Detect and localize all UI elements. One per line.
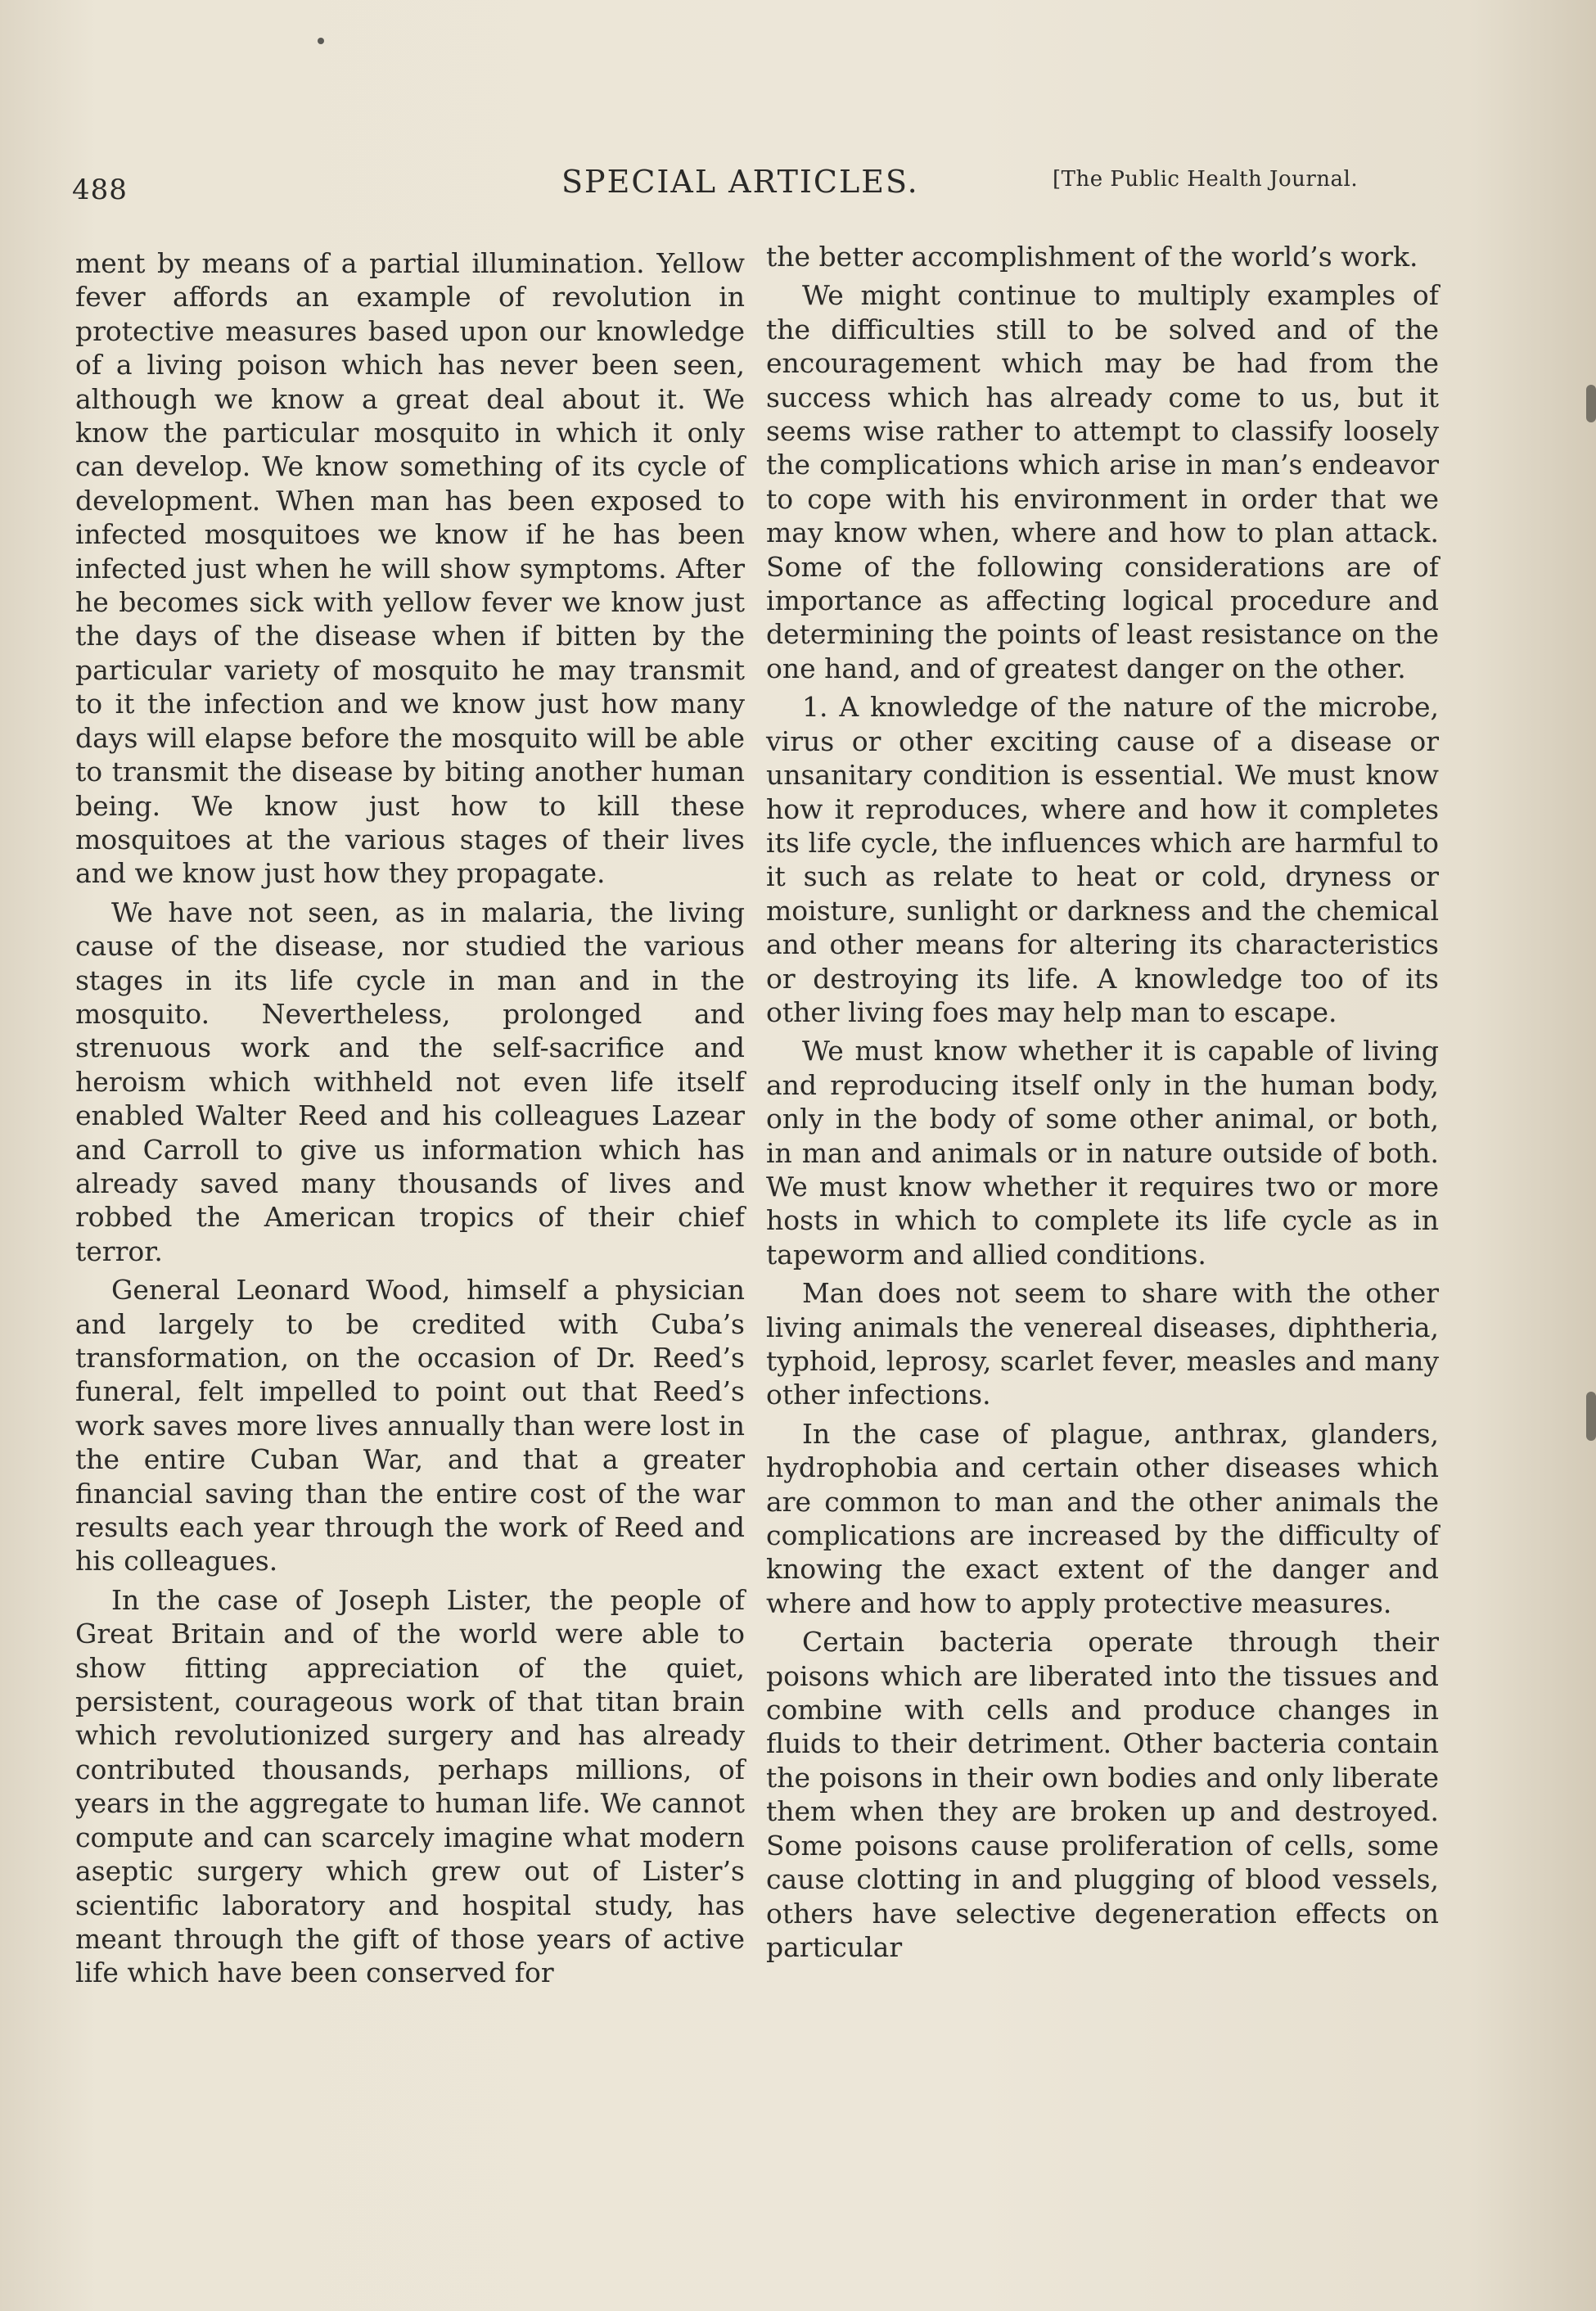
paragraph: the better accomplishment of the world’s work. (766, 241, 1418, 273)
running-head: SPECIAL ARTICLES. (561, 164, 919, 200)
paragraph: We might continue to multiply examples of the difficulties still to be solved and of the encouragement which may be had from the success which has already come to us, but it seems wise rather to attempt to classify loosely the complications which arise in man’s endeavor to cope with his environment in order that we may know when, where and how to plan attack. Some of the following considerations are of importance as affecting logical procedure and determining the points of least resistance on the one hand, and of greatest danger on the other. (766, 279, 1439, 684)
paragraph: General Leonard Wood, himself a physician and largely to be credited with Cuba’s transformation, on the occasion of Dr. Reed’s funeral, felt impelled to point out that Reed’s work saves more lives annually than were lost in the entire Cuban War, and that a greater financial saving than the entire cost of the war results each year through the work of Reed and his colleagues. (75, 1274, 745, 1578)
right-column (766, 240, 1439, 1969)
paragraph: We have not seen, as in malaria, the living cause of the disease, nor studied the various stages in its life cycle in man and in the mosquito. Nevertheless, prolonged and strenuous work and the self-sacrifice and heroism which withheld not even life itself enabled Walter Reed and his colleagues Lazear and Carroll to give us information which has already saved many thousands of lives and robbed the American tropics of their chief terror. (75, 896, 745, 1267)
paragraph: Man does not seem to share with the other living animals the venereal diseases, diphtheria, typhoid, leprosy, scarlet fever, measles and many other infections. (766, 1277, 1439, 1411)
page-number: 488 (72, 174, 128, 206)
paragraph: We must know whether it is capable of living and reproducing itself only in the human body, only in the body of some other animal, or both, in man and animals or in nature outside of both. We must know whether it requires two or more hosts in which to complete its life cycle as in tapeworm and allied conditions. (766, 1035, 1439, 1271)
ink-speck (318, 38, 324, 44)
paragraph: Certain bacteria operate through their poisons which are liberated into the tissues and combine with cells and produce changes in fluids to their detriment. Other bacteria contain the poisons in their own bodies and only liberate them when they are broken up and destroyed. Some poisons cause proliferation of cells, some cause clotting in and plugging of blood vessels, others have selective degeneration effects on particular (766, 1626, 1439, 1963)
paragraph: 1. A knowledge of the nature of the microbe, virus or other exciting cause of a disease or unsanitary condition is essential. We must know how it reproduces, where and how it completes its life cycle, the influences which are harmful to it such as relate to heat or cold, dryness or moisture, sunlight or darkness and the chemical and other means for altering its characteristics or destroying its life. A knowledge too of its other living foes may help man to escape. (766, 691, 1439, 1028)
edge-blemish (1586, 1392, 1596, 1441)
paragraph: In the case of plague, anthrax, glanders, hydrophobia and certain other diseases which are common to man and the other animals the complications are increased by the difficulty of knowing the exact extent of the danger and where and how to apply protective measures. (766, 1417, 1439, 1619)
left-column (75, 240, 745, 1995)
page-header (0, 164, 1596, 213)
edge-blemish (1586, 385, 1596, 422)
paragraph: ment by means of a partial illumination. Yellow fever affords an example of revolution in protective measures based upon our knowledge of a living poison which has never been seen, although we know a great deal about it. We know the particular mosquito in which it only can develop. We know something of its cycle of development. When man has been exposed to infected mosquitoes we know if he has been infected just when he will show symptoms. After he becomes sick with yellow fever we know just the days of the disease when if bitten by the particular variety of mosquito he may transmit to it the infection and we know just how many days will elapse before the mosquito will be able to transmit the disease by biting another human being. We know just how to kill these mosquitoes at the various stages of their lives and we know just how they propagate. (75, 247, 745, 890)
journal-name: [The Public Health Journal. (1053, 167, 1359, 192)
paragraph: In the case of Joseph Lister, the people of Great Britain and of the world were able to show fitting appreciation of the quiet, persistent, courageous work of that titan brain which revolutionized surgery and has already contributed thousands, perhaps millions, of years in the aggregate to human life. We cannot compute and can scarcely imagine what modern aseptic surgery which grew out of Lister’s scientific laboratory and hospital study, has meant through the gift of those years of active life which have been conserved for (75, 1583, 745, 1989)
